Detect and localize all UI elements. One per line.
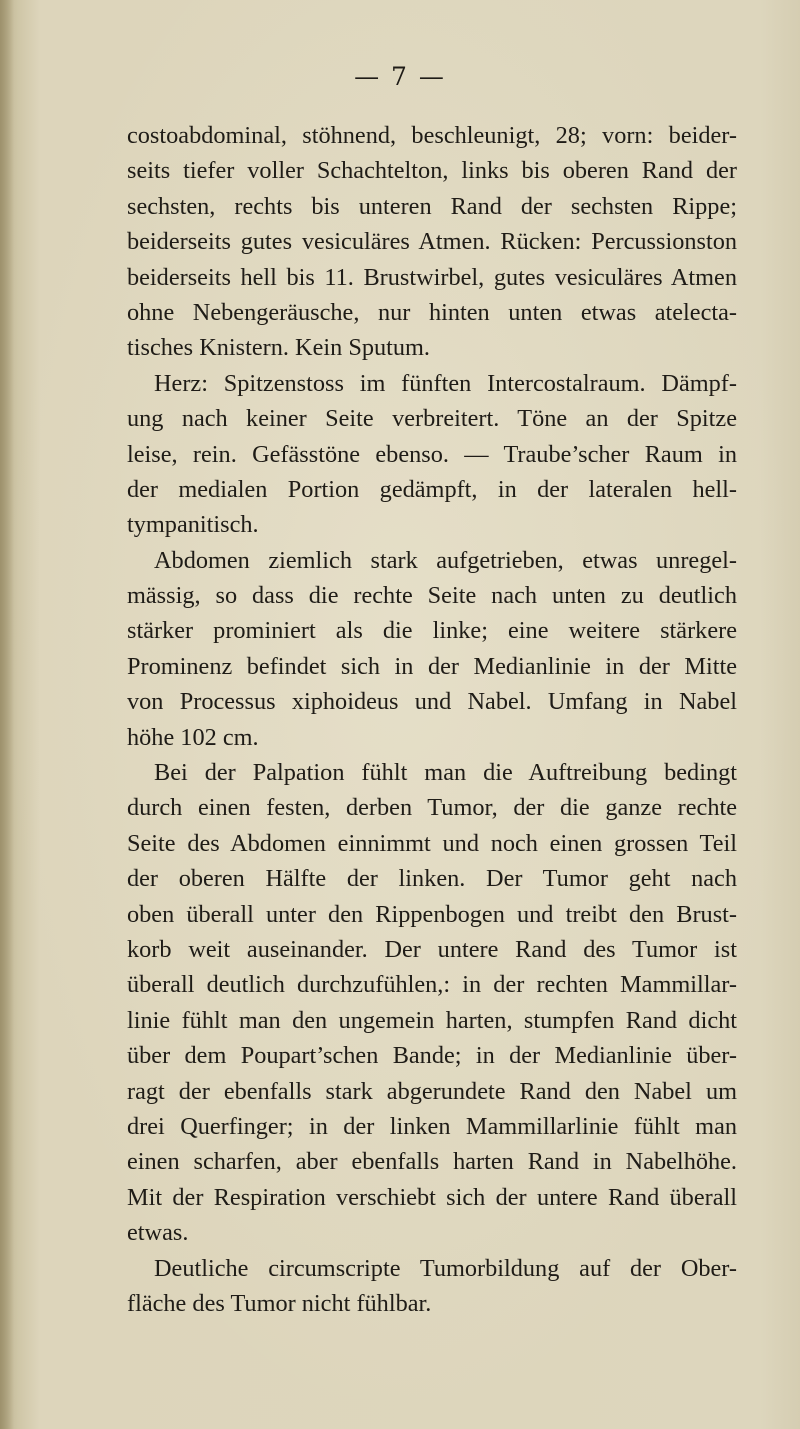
text-line: Abdomen ziemlich stark aufgetrieben, etwas unregel- bbox=[154, 546, 737, 574]
text-line: Mit der Respiration verschiebt sich der untere Rand überall bbox=[127, 1183, 737, 1211]
body-text bbox=[127, 118, 737, 1321]
text-line: ohne Nebengeräusche, nur hinten unten etwas atelecta- bbox=[127, 298, 737, 326]
page-number: — 7 — bbox=[354, 62, 446, 91]
text-line: linie fühlt man den ungemein harten, stumpfen Rand dicht bbox=[127, 1006, 737, 1034]
text-line: Seite des Abdomen einnimmt und noch einen grossen Teil bbox=[127, 829, 737, 857]
text-line: sechsten, rechts bis unteren Rand der sechsten Rippe; bbox=[127, 192, 737, 220]
text-line: beiderseits hell bis 11. Brustwirbel, gutes vesiculäres Atmen bbox=[127, 263, 737, 291]
text-line: der oberen Hälfte der linken. Der Tumor geht nach bbox=[127, 865, 737, 893]
text-line: höhe 102 cm. bbox=[127, 723, 259, 751]
text-line: etwas. bbox=[127, 1219, 189, 1247]
text-line: der medialen Portion gedämpft, in der lateralen hell- bbox=[127, 475, 737, 503]
text-line: Herz: Spitzenstoss im fünften Intercostalraum. Dämpf- bbox=[154, 369, 737, 397]
text-line: leise, rein. Gefässtöne ebenso. — Traube’scher Raum in bbox=[127, 440, 737, 468]
text-line: korb weit auseinander. Der untere Rand des Tumor ist bbox=[127, 935, 737, 963]
text-line: von Processus xiphoideus und Nabel. Umfang in Nabel bbox=[127, 688, 737, 716]
text-line: Bei der Palpation fühlt man die Auftreibung bedingt bbox=[154, 759, 737, 787]
text-line: Prominenz befindet sich in der Medianlinie in der Mitte bbox=[127, 652, 737, 680]
text-line: mässig, so dass die rechte Seite nach unten zu deutlich bbox=[127, 582, 737, 610]
text-line: seits tiefer voller Schachtelton, links bis oberen Rand der bbox=[127, 157, 737, 185]
binding-shadow bbox=[0, 0, 14, 1429]
text-line: Deutliche circumscripte Tumorbildung auf der Ober- bbox=[154, 1254, 737, 1282]
text-line: tisches Knistern. Kein Sputum. bbox=[127, 334, 431, 362]
text-line: tympanitisch. bbox=[127, 511, 259, 539]
text-line: drei Querfinger; in der linken Mammillarlinie fühlt man bbox=[127, 1112, 737, 1140]
text-line: ragt der ebenfalls stark abgerundete Rand den Nabel um bbox=[127, 1077, 737, 1105]
text-line: durch einen festen, derben Tumor, der die ganze rechte bbox=[127, 794, 737, 822]
text-line: costoabdominal, stöhnend, beschleunigt, 28; vorn: beider- bbox=[127, 122, 737, 149]
text-line: ung nach keiner Seite verbreitert. Töne an der Spitze bbox=[127, 405, 737, 433]
text-line: über dem Poupart’schen Bande; in der Medianlinie über- bbox=[127, 1042, 737, 1070]
text-line: einen scharfen, aber ebenfalls harten Rand in Nabelhöhe. bbox=[127, 1148, 737, 1176]
text-line: fläche des Tumor nicht fühlbar. bbox=[127, 1289, 432, 1317]
text-line: beiderseits gutes vesiculäres Atmen. Rücken: Percussionston bbox=[127, 228, 737, 256]
text-line: überall deutlich durchzufühlen,: in der rechten Mammillar- bbox=[127, 971, 737, 999]
text-line: oben überall unter den Rippenbogen und treibt den Brust- bbox=[127, 900, 737, 928]
text-line: stärker prominiert als die linke; eine weitere stärkere bbox=[127, 617, 737, 645]
